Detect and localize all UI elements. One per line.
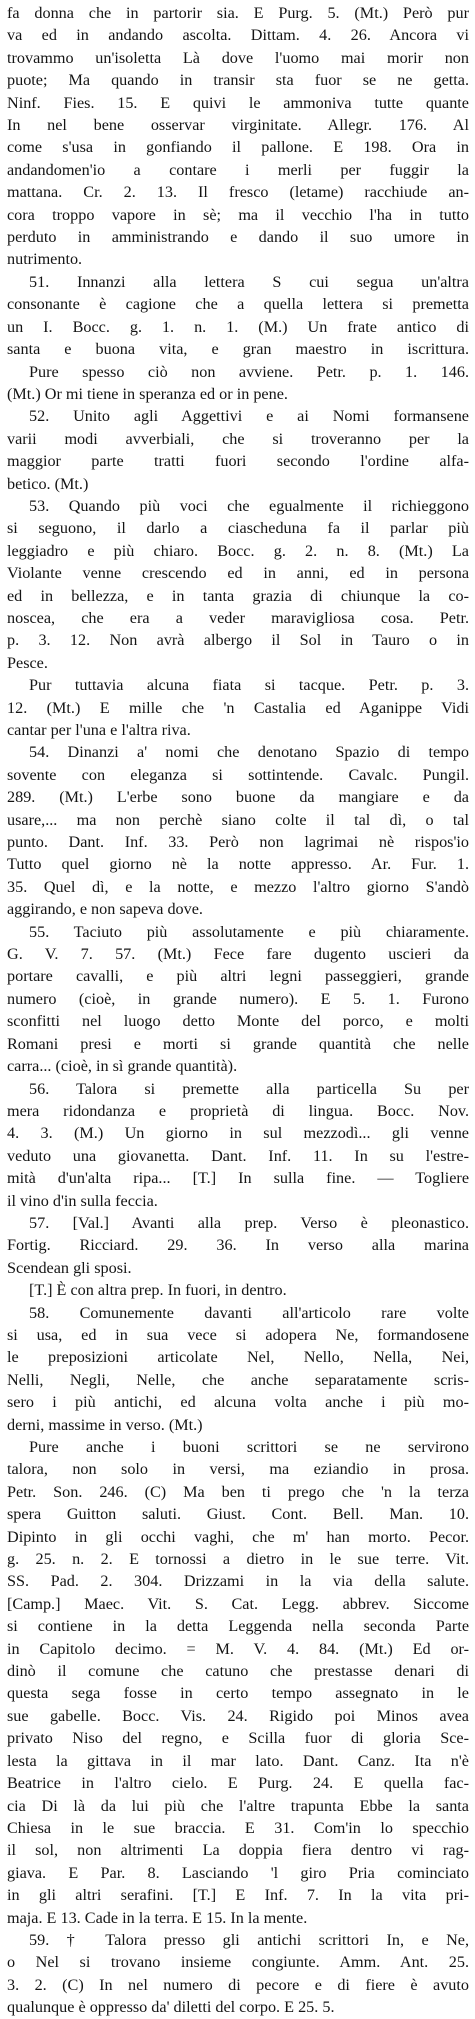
text-line: lesta la gittava in il mar lato. Dant. Canz. Ita n'è bbox=[7, 1751, 469, 1770]
text-line: 56. Talora si premette alla particella Su per bbox=[29, 1079, 469, 1098]
text-line: mattana. Cr. 2. 13. Il fresco (letame) racchiude an- bbox=[7, 183, 469, 202]
text-line: Romani presi e morti si grande quantità che nelle bbox=[7, 1034, 469, 1053]
text-line: maja. E 13. Cade in la terra. E 15. In la mente. bbox=[7, 1908, 308, 1927]
text-line: leggiadro e più chiaro. Bocc. g. 2. n. 8. (Mt.) La bbox=[7, 541, 469, 560]
text-line: perduto in amministrando e dando il suo umore in bbox=[7, 228, 469, 247]
text-line: talora, non solo in versi, ma eziandio in prosa. bbox=[7, 1460, 469, 1479]
text-line: ed in bellezza, e in tanta grazia di chiunque la co- bbox=[7, 586, 469, 605]
text-line: si contiene in la detta Leggenda nella seconda Parte bbox=[7, 1617, 469, 1636]
text-line: varii modi avverbiali, che si troveranno per la bbox=[7, 429, 469, 448]
text-line: (Mt.) Or mi tiene in speranza ed or in pene. bbox=[7, 384, 288, 403]
text-line: Pur tuttavia alcuna fiata si tacque. Petr. p. 3. bbox=[29, 676, 469, 695]
text-line: 53. Quando più voci che egualmente il richieggono bbox=[29, 496, 469, 515]
text-line: sue gabelle. Bocc. Vis. 24. Rigido poi Minos avea bbox=[7, 1706, 469, 1725]
text-line: cantar per l'una e l'altra riva. bbox=[7, 721, 191, 739]
text-line: dinò il comune che catuno che prestasse denari di bbox=[7, 1662, 469, 1681]
text-line: fa donna che in partorir sia. E Purg. 5. (Mt.) Però pur bbox=[7, 4, 469, 22]
text-line: andandomen'io a contare i merli per fuggir la bbox=[7, 160, 469, 179]
text-line: un I. Bocc. g. 1. n. 1. (M.) Un frate antico di bbox=[7, 317, 469, 336]
text-line: Nelli, Negli, Nelle, che anche separatamente scris- bbox=[7, 1370, 469, 1389]
text-line: Pure anche i buoni scrittori se ne servirono bbox=[29, 1438, 469, 1456]
text-line: betico. (Mt.) bbox=[7, 474, 89, 493]
text-line: G. V. 7. 57. (Mt.) Fece fare dugento uscieri da bbox=[7, 945, 469, 964]
text-line: punto. Dant. Inf. 33. Però non lagrimai nè rispos'io bbox=[7, 833, 469, 852]
text-line: in gli altri serafini. [T.] E Inf. 7. In la vita pri- bbox=[7, 1886, 469, 1905]
text-line: giava. E Par. 8. Lasciando 'l giro Pria cominciato bbox=[7, 1863, 469, 1882]
text-line: cora troppo vapore in sè; ma il vecchio l'ha in tutto bbox=[7, 205, 469, 224]
text-line: privato Niso del regno, e Scilla fuor di gloria Sce- bbox=[7, 1729, 469, 1748]
text-line: in Capitolo decimo. = M. V. 4. 84. (Mt.) Ed or- bbox=[7, 1639, 469, 1658]
text-line: sovente con eleganza si sottintende. Cavalc. Pungil. bbox=[7, 765, 469, 784]
text-line: spera Guitton saluti. Giust. Cont. Bell. Man. 10. bbox=[7, 1505, 469, 1524]
text-line: santa e buona vita, e gran maestro in iscrittura. bbox=[7, 340, 469, 359]
text-line: SS. Pad. 2. 304. Drizzami in la via della salute. bbox=[7, 1572, 469, 1591]
text-line: 51. Innanzi alla lettera S cui segua un'altra bbox=[29, 272, 469, 291]
text-line: nutrimento. bbox=[7, 250, 83, 269]
text-line: come s'usa in gonfiando il pallone. E 198. Ora in bbox=[7, 138, 469, 157]
text-line: mera ridondanza e proprietà di lingua. Bocc. Nov. bbox=[7, 1101, 469, 1120]
text-column bbox=[7, 2, 469, 2019]
text-line: 54. Dinanzi a' nomi che denotano Spazio di tempo bbox=[29, 743, 469, 762]
text-line: 12. (Mt.) E mille che 'n Castalia ed Aganippe Vidi bbox=[7, 698, 469, 717]
text-line: si usa, ed in sua vece si adopera Ne, formandosene bbox=[7, 1325, 469, 1344]
text-line: Fortig. Ricciard. 29. 36. In verso alla marina bbox=[7, 1236, 469, 1255]
text-line: Dipinto in gli occhi vaghi, che m' han morto. Pecor. bbox=[7, 1527, 469, 1546]
text-line: 4. 3. (M.) Un giorno in sul mezzodì... gli venne bbox=[7, 1124, 469, 1143]
text-line: 289. (Mt.) L'erbe sono buone da mangiare e da bbox=[7, 788, 469, 807]
text-line: sconfitti nel luogo detto Monte del porco, e molti bbox=[7, 1012, 469, 1031]
text-line: derni, massime in verso. (Mt.) bbox=[7, 1415, 203, 1434]
text-line: o Nel si trovano insieme congiunte. Amm. Ant. 25. bbox=[7, 1953, 469, 1972]
text-line: aggirando, e non sapeva dove. bbox=[7, 900, 203, 919]
text-line: g. 25. n. 2. E tornossi a dietro in le sue terre. Vit. bbox=[7, 1550, 469, 1569]
text-line: il sol, non altrimenti La doppia fiera dentro vi rag- bbox=[7, 1841, 469, 1860]
text-line: 55. Taciuto più assolutamente e più chiaramente. bbox=[29, 922, 469, 941]
text-line: Pure spesso ciò non avviene. Petr. p. 1. 146. bbox=[29, 362, 469, 381]
text-line: portare cavalli, e più altri legni passeggieri, grande bbox=[7, 967, 469, 986]
text-line: Pesce. bbox=[7, 653, 48, 672]
text-line: sero i più antichi, ed alcuna volta anche i più mo- bbox=[7, 1393, 469, 1412]
text-line: In nel bene osservar virginitate. Allegr. 176. Al bbox=[7, 116, 469, 135]
text-line: p. 3. 12. Non avrà albergo il Sol in Tauro o in bbox=[7, 631, 469, 650]
text-line: Scendean gli sposi. bbox=[7, 1258, 132, 1277]
text-line: Ninf. Fies. 15. E quivi le ammoniva tutte quante bbox=[7, 93, 469, 112]
text-line: 58. Comunemente davanti all'articolo rare volte bbox=[29, 1303, 469, 1322]
text-line: mità d'un'alta ripa... [T.] In sulla fine. — Togliere bbox=[7, 1169, 469, 1188]
text-line: Violante venne crescendo ed in anni, ed in persona bbox=[7, 564, 469, 583]
text-line: Petr. Son. 246. (C) Ma ben ti prego che 'n la terza bbox=[7, 1482, 469, 1501]
text-line: le preposizioni articolate Nel, Nello, Nella, Nei, bbox=[7, 1348, 469, 1367]
text-line: numero (cioè, in grande numero). E 5. 1. Furono bbox=[7, 989, 469, 1008]
text-line: 52. Unito agli Aggettivi e ai Nomi formansene bbox=[29, 407, 469, 426]
text-line: noscea, che era a veder maravigliosa cosa. Petr. bbox=[7, 608, 469, 627]
text-line: consonante è cagione che a quella lettera si premetta bbox=[7, 295, 469, 314]
text-line: Tutto quel giorno nè la notte appresso. Ar. Fur. 1. bbox=[7, 855, 469, 874]
text-line: [Camp.] Maec. Vit. S. Cat. Legg. abbrev. Siccome bbox=[7, 1594, 469, 1613]
text-line: 59. † Talora presso gli antichi scrittori In, e Ne, bbox=[29, 1930, 469, 1949]
text-line: qualunque è oppresso da' diletti del corpo. E 25. 5. bbox=[7, 1998, 335, 2017]
text-line: 35. Quel dì, e la notte, e mezzo l'altro giorno S'andò bbox=[7, 877, 469, 896]
text-line: 57. [Val.] Avanti alla prep. Verso è pleonastico. bbox=[29, 1213, 469, 1232]
text-line: va ed in andando ascolta. Dittam. 4. 26. Ancora vi bbox=[7, 26, 469, 45]
text-line: [T.] È con altra prep. In fuori, in dentro. bbox=[29, 1281, 287, 1300]
text-line: carra... (cioè, in sì grande quantità). bbox=[7, 1057, 238, 1076]
text-line: puote; Ma quando in transir sta fuor se ne getta. bbox=[7, 71, 469, 90]
text-line: Beatrice in l'altro cielo. E Purg. 24. E quella fac- bbox=[7, 1774, 469, 1793]
text-line: maggior parte tratti fuori secondo l'ordine alfa- bbox=[7, 452, 469, 471]
text-line: il vino d'in sulla feccia. bbox=[7, 1191, 158, 1210]
text-line: si seguono, il darlo a ciascheduna fa il parlar più bbox=[7, 519, 469, 538]
text-line: questa sega fosse in certo tempo assegnato in le bbox=[7, 1684, 469, 1703]
text-line: Chiesa in le sue braccia. E 31. Com'in lo specchio bbox=[7, 1818, 469, 1837]
text-line: usare,... ma non perchè siano colte il tal dì, o tal bbox=[7, 810, 469, 829]
text-line: cia Di là da lui più che l'altre trapunta Ebbe la santa bbox=[7, 1796, 469, 1815]
text-line: trovammo un'isoletta Là dove l'uomo mai morir non bbox=[7, 48, 469, 67]
text-line: veduto una giovanetta. Dant. Inf. 11. In su l'estre- bbox=[7, 1146, 469, 1165]
text-line: 3. 2. (C) In nel numero di pecore e di fiere è avuto bbox=[7, 1975, 469, 1994]
